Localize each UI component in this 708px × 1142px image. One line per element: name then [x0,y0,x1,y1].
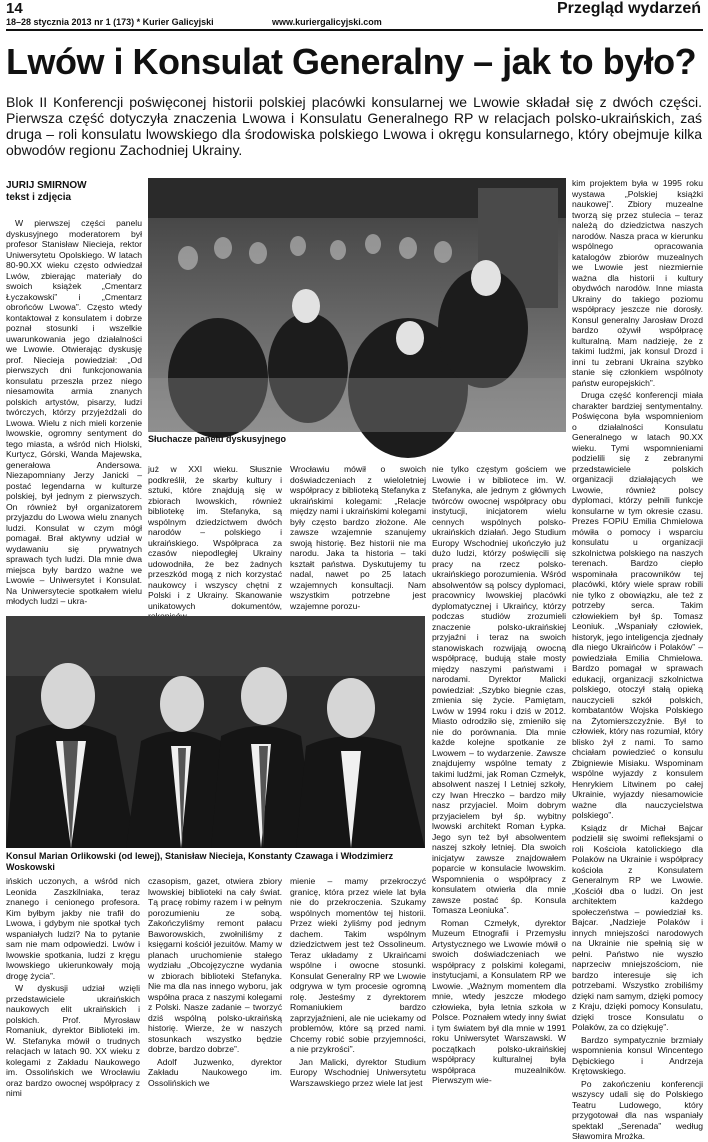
paragraph: już w XXI wieku. Słusznie podkreślił, że skarby kultury i sztuki, które znajdują się w zbiorach lwowskich, również bibliotekę im. Stefanyka, są wspólnym dziedzictwem dwóch narodów – polskiego i ukraińskiego. Współpraca za czasów niepodległej Ukrainy udowodniła, że bez żadnych przeszkód mogą z nich korzystać naukowcy i wszyscy chętni z Polski i z Ukrainy. Skanowanie unikatowych dokumentów, [148,464,282,611]
lead-paragraph: Blok II Konferencji poświęconej historii polskiej placówki konsularnej we Lwowie składał się z dwóch części. Pierwsza część dotyczyła znaczenia Lwowa i Konsulatu Generalnego RP w relacjach polsko-ukraińskich, zaś druga – roli konsulatu lwowskiego dla środowiska polskiego Lwowa i okręgu konsularnego, który obejmuje kilka obwodów regionu Zachodniej Ukrainy. [6,94,702,158]
paragraph: Po zakończeniu konferencji wszyscy udali się do Polskiego Teatru Ludowego, który przygotował dla nas wspaniały spektakl „Serenada” według Sławomira Mrożka. [572,1078,703,1141]
paragraph: nie tylko częstym gościem we Lwowie i w bibliotece im. W. Stefanyka, ale jednym z głównych twórców owocnej współpracy obu instytucji, inicjatorem wielu cennych wspólnych polsko-ukraińskich działań. Jego Studium Europy Wschodniej ukończyło już dużo ludzi, którzy poświęcili się pracy na rzecz polsko-ukraińskiego porozumienia. Wśród absolwentów są polscy dyplomaci, pracownicy lwowskiej placówki dyplomatycznej i Ukraińcy, którzy podczas studiów zrozumieli znaczenie polsko-ukraińskiej przyjaźni i teraz na swoich stanowiskach rozwijają owocną współpracę, budują stałe mosty między naszymi państwami i narodami. Dyrektor Malicki powiedział: „Szybko biegnie czas, zmienia się życie. Pamiętam, Lwów w 1994 roku i dziś w 2012. Miasto odrodziło się, zmieniło się nie do porównania. Dla mnie każde kolejne spotkanie ze Lwowem – to wydarzenie. Zawsze znajdujemy wspólne tematy z takimi ludźmi, jak Roman Czmełyk, absolwent naszej I Letniej szkoły, czy Iwan Hreczko – bardzo miły nasz przyjaciel. Moim dobrym przyjacielem był śp. wybitny lwowski architekt Roman Łypka. Jego syn też był absolwentem naszej szkoły letniej. Dla swoich inicjatyw zawsze znajdowałem poparcie w konsulacie lwowskim. Wspomnienia o współpracy z konsulatem otwierła dla mnie zawsze postać śp. Konsula Tomasza Leoniuka”. [432,464,566,915]
column-2-mid [148,464,282,614]
group-photo-image [6,616,425,848]
paragraph: Jan Malicki, dyrektor Studium Europy Wschodniej Uniwersytetu Warszawskiego przez wiele lat jest [290,1056,426,1088]
paragraph: Ksiądz dr Michał Bajcar podzielił się swoimi refleksjami o roli Kościoła katolickiego dla Polaków na Ukrainie i współpracy kościoła z Konsulatem Generalnym RP we Lwowie. „Kościół dba o ludzi. On jest architektem każdego społeczeństwa – powiedział ks. Bajcar. „Nadzieje Polaków i innych mniejszości narodowych na Ukrainie nie spełnią się w pełni. Państwo nie wyszło naprzeciw mniejszościom, nie bardzo interesuje się ich potrzebami. Wszystko zrobiliśmy dzięki nam samym, dzięki pomocy z Kraju, dzięki pomocy Konsulatu, dzięki trosce Konsulatu o Polaków, za co dziękuję”. [572,822,703,1032]
column-3-bottom [290,876,426,1098]
paragraph: W pierwszej części panelu dyskusyjnego moderatorem był profesor Stanisław Niecieja, rektor Uniwersytetu Opolskiego. W latach 80-90.XX wieku często odwiedzał Lwów, zbierając materiały do swoich książek „Cmentarz Łyczakowski” i „Cmentarz obrońców Lwowa”. Często wtedy kontaktował z konsulatem i dobrze poznał stosunki i wszelkie uwarunkowania jego działalności we Lwowie. Otwierając dyskusję prof. Niecieja powiedział: „Od pierwszych dni funkcjonowania konsulatu przeszła przez niego niesamowita armia znanych polskich artystów, pisarzy, ludzi twórczych, którzy przyjeżdżali do Lwowa. Wielu z nich mieli korzenie lwowskie, ogromny sentyment do tego miasta, a wśród nich Hiolski, Kurtycz, Górski, Wanda Majewska, generałowa Andersowa. Niezapomniany Jerzy Janicki – postać legendarna w kulturze polskiej, był jednym z pierwszych. On również był organizatorem przyjazdu do Lwowa wielu znanych ludzi. Konsulat w czym mógł pomagał. Brał aktywny udział w wydawaniu się prywatnych sprawach tych ludzi. Dla mnie dwa miejsca były bardzo ważne we Lwowie – Uniwersytet i Konsulat. Na Uniwersytecie spotkałem wielu młodych ludzi – ukra- [6,218,142,606]
header-rule [6,29,703,31]
author-note: tekst i zdjęcia [6,192,72,203]
column-2-bottom [148,876,282,1098]
audience-photo-image [148,178,566,432]
group-photo [6,616,425,848]
column-1-top [6,180,142,612]
paragraph: ińskich uczonych, a wśród nich Leonida Zaszkilniaka, teraz znanego i cenionego profesora. Kim byłbym jakby nie trafił do Lwowa, i gdybym nie spotkał tych wspaniałych ludzi? Na to pytanie sam nie mam odpowiedzi. Lwów i lwowskie spotkania, ludzi z kręgu lwowskiego ukierunkowały moją drogę życia”. [6,876,140,981]
paragraph: mienie – mamy przekroczyć granicę, która przez wiele lat była nie do przekroczenia. Szukamy wspólnych momentów tej historii. Przez wieki żyliśmy pod jednym dachem. Takim wspólnym dziedzictwem jest też Ossolineum. Teraz układamy z Ukraińcami wspólne i owocne stosunki. Konsulat Generalny RP we Lwowie odgrywa w tym procesie ogromną rolę. Jesteśmy z dyrektorem Romaniukiem bardzo zaprzyjaźnieni, ale nie uciekamy od problemów, które są przed nami. Chcemy robić sobie przyjemności, a nie przykrości”. [290,876,426,1054]
paragraph: Roman Czmełyk, dyrektor Muzeum Etnografii i Przemysłu Artystycznego we Lwowie mówił o swoich doświadczeniach we współpracy z polskimi kolegami, instytucjami, a Konsulatem RP we Lwowie. „Ważnym momentem dla mnie, wtedy jeszcze młodego człowieka, była letnia szkoła w Polsce. Poznałem wtedy inny świat i tym światem był dla mnie w 1991 roku Uniwersytet Warszawski. W początkach polsko-ukraińskiej współpracy kulturalnej była współpraca muzealników. Pierwszym wie- [432,917,566,1085]
paragraph: W dyskusji udział wzięli przedstawiciele ukraińskich naukowych elit ukraińskich i polskich. Prof. Myrosław Romaniuk, dyrektor Biblioteki im. W. Stefanyka mówił o trudnych relacjach w latach 90. XX wieku z kolegami z Zakładu Naukowego im. Ossolińskich we Wrocławiu oraz bardzo owocnej współpracy z nimi [6,983,140,1098]
column-1-bottom [6,876,140,1098]
paragraph: Adolf Juzwenko, dyrektor Zakładu Naukowego im. Ossolińskich we [148,1056,282,1088]
page-number: 14 [6,0,23,17]
section-title: Przegląd wydarzeń [556,0,701,17]
paragraph: kim projektem była w 1995 roku wystawa „Polskiej książki naukowej”. Zbiory muzealne tworzą się przez stulecia – teraz należą do dziedzictwa naszych narodów. Nasza praca w kierunku wspólnego opracowania katalogów zbiorów muzealnych we Lwowie jest niezmiernie ważna dla historii i kultury obydwóch narodów. Inne miasta Ukrainy do takiego poziomu współpracy jeszcze nie dorosły. Konsul generalny Jarosław Drozd bardzo ożywił współpracę kulturalną. Mam nadzieję, że z takimi ludźmi, jak konsul Drozd i inni tu zebrani Ukraina szybko stanie się członkiem wspólnoty państw europejskich”. [572,178,703,388]
column-5 [572,178,703,1141]
audience-photo-caption: Słuchacze panelu dyskusyjnego [148,434,287,444]
column-3-mid [290,464,426,614]
paragraph: Bardzo sympatycznie brzmiały wspomnienia konsul Wincentego Dębickiego i Andrzeja Krętowskiego. [572,1034,703,1076]
audience-photo [148,178,566,432]
issue-line: 18–28 stycznia 2013 nr 1 (173) * Kurier Galicyjski [6,17,214,27]
paragraph: Wrocławiu mówił o swoich doświadczeniach z wieloletniej współpracy z biblioteką Stefanyka z ukraińskimi kolegami: „Relacje między nami i ukraińskimi kolegami były często bardzo złożone. Ale zawsze wzajemnie szanujemy swoją historię. Bez historii nie ma narodu. Jaka ta historia – taki kształt państwa. Dyskutujemy tu nadal, nawet po 25 latach wzajemnych konsultacji. Nam wszystkim potrzebne jest wzajemne porozu- [290,464,426,611]
paragraph: czasopism, gazet, otwiera zbiory lwowskiej biblioteki na cały świat. Tą pracę robimy razem i w pełnym porozumieniu ze sobą. Zakończyliśmy remont pałacu Baworowskich, zwołniliśmy z księgarni kościół jezuitów. Mamy w planach uruchomienie stałego wydziału „Obcojęzyczne wydania w zbiorach biblioteki Stefanyka. Nie ma dla nas innego wyboru, jak współna praca z naszymi kolegami z Polski. Nasze zadanie – tworzyć dziś wspólną polsko-ukraińską historię. Wierze, że w naszych stosunkach wszystko będzie dobrze, bardzo dobrze”. [148,876,282,1054]
headline: Lwów i Konsulat Generalny – jak to było? [6,41,697,82]
group-photo-caption: Konsul Marian Orlikowski (od lewej), Stanisław Niecieja, Konstanty Czawaga i Włodzimierz Woskowski [6,851,394,872]
author-name: JURIJ SMIRNOW [6,180,87,191]
column-4 [432,464,566,1098]
site-url[interactable]: www.kuriergalicyjski.com [272,17,382,27]
paragraph: Druga część konferencji miała charakter bardziej sentymentalny. Poświęcona była wspomnieniom o działalności Konsulatu Generalnego w latach 90.XX wieku. Tymi wspomnieniami podzielili się z zebranymi przedstawiciele polskich organizacji działających we Lwowie, również polscy dyplomaci, którzy pełnili funkcje konsularne w tym okresie czasu. Prezes FOPiU Emilia Chmielowa mówiła o pomocy i wsparciu konsulatu u organizacji szkolnictwa polskiego na naszych terenach. Bardzo ciepło wspominała pracowników tej placówki, który wiele spraw robili nie tylko z obowiązku, ale też z potrzeby serca. Takim człowiekiem był śp. Tomasz Leoniuk. „Wspaniały człowiek, historyk, jego inteligencja zjednały dla niego Ukraińców i Polaków” – powiedziała Emilia Chmielowa. Bardzo pomagał w sprawach edukacji, organizacji szkolnictwa polskiego, otoczył stałą opieką nauczycieli szkół polskich, kombatantów Wojska Polskiego na Żytomierszczyźnie. Był to człowiek, który nas rozumiał, który blisko żył z nami. To samo chciałam powiedzieć o konsulu Zbigniewie Misiaku. Wspominam wspólne wyjazdy z konsulem Henrykiem Litwinem po całej Ukrainie, wyjazdy niesamowicie ważne dla nauczycielstwa polskiego”. [572,390,703,820]
